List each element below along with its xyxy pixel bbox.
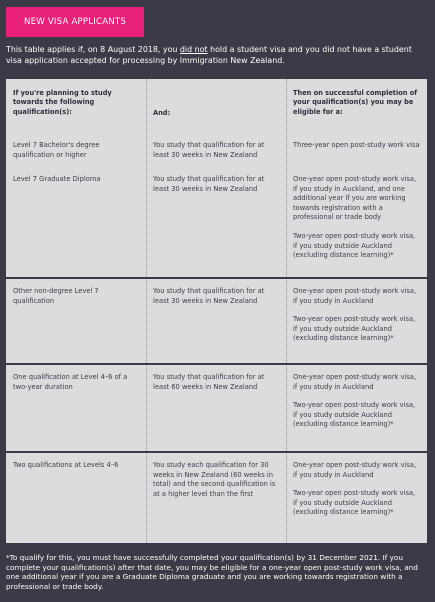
footnote: *To qualify for this, you must have successfully completed your qualification(s) by 31 December 2021. If you complete your qualification(s) after that date, you may be eligible for a one-year open post-study work visa, and one additional year if you are a Graduate Diploma graduate and you are working towards registration with a professional or trade body. [6,553,418,591]
qualification-cell: Level 7 Graduate Diploma [13,175,101,183]
qualification-cell: Two qualifications at Levels 4–6 [13,461,119,469]
condition-cell: You study that qualification for at least 60 weeks in New Zealand [153,373,265,391]
table-row [6,363,427,451]
eligibility-option: One-year open post-study work visa, if you study in Auckland, and one additional year if you are working towards registration with a professional or trade body [293,175,417,222]
eligibility-cell [293,461,421,518]
header-qualification: If you're planning to study towards the following qualification(s): [13,89,112,116]
eligibility-cell [293,373,421,430]
qualification-cell: Other non-degree Level 7 qualification [13,287,99,305]
eligibility-option: Two-year open post-study work visa, if you study outside Auckland (excluding distance learning)* [293,489,416,517]
qualification-cell: One qualification at Level 4–6 of a two-year duration [13,373,128,391]
condition-cell: You study that qualification for at least 30 weeks in New Zealand [153,287,265,305]
qualification-cell: Level 7 Bachelor's degree qualification or higher [13,141,100,159]
eligibility-cell [293,287,421,344]
table-row [6,133,427,173]
header-eligibility: Then on successful completion of your qualification(s) you may be eligible for a: [293,89,418,116]
eligibility-option: Three-year open post-study work visa [293,141,420,149]
eligibility-option: One-year open post-study work visa, if you study in Auckland [293,461,417,479]
table-row [6,451,427,543]
eligibility-option: Two-year open post-study work visa, if you study outside Auckland (excluding distance learning)* [293,231,416,260]
intro-text-end: hold a student visa and you did not have a student visa application accepted for processing by Immigration New Zealand. [6,45,412,65]
eligibility-table [6,79,427,543]
eligibility-cell [293,175,421,261]
intro-paragraph [6,44,430,66]
eligibility-option: One-year open post-study work visa, if you study in Auckland [293,373,417,391]
intro-emphasis: did not [179,45,208,54]
header-condition: And: [153,109,171,117]
table-header-row [6,79,427,133]
condition-cell: You study that qualification for at least 30 weeks in New Zealand [153,175,265,193]
eligibility-cell [293,141,421,151]
condition-cell: You study each qualification for 30 weeks in New Zealand (60 weeks in total) and the second qualification is at a higher level than the first [153,461,276,498]
condition-cell: You study that qualification for at least 30 weeks in New Zealand [153,141,265,159]
eligibility-option: One-year open post-study work visa, if you study in Auckland [293,287,417,305]
intro-text-start: This table applies if, on 8 August 2018, you [6,45,180,54]
new-visa-applicants-badge: NEW VISA APPLICANTS [6,7,144,37]
eligibility-option: Two-year open post-study work visa, if you study outside Auckland (excluding distance learning)* [293,315,416,343]
table-row [6,173,427,277]
table-row [6,277,427,363]
eligibility-option: Two-year open post-study work visa, if you study outside Auckland (excluding distance learning)* [293,401,416,429]
